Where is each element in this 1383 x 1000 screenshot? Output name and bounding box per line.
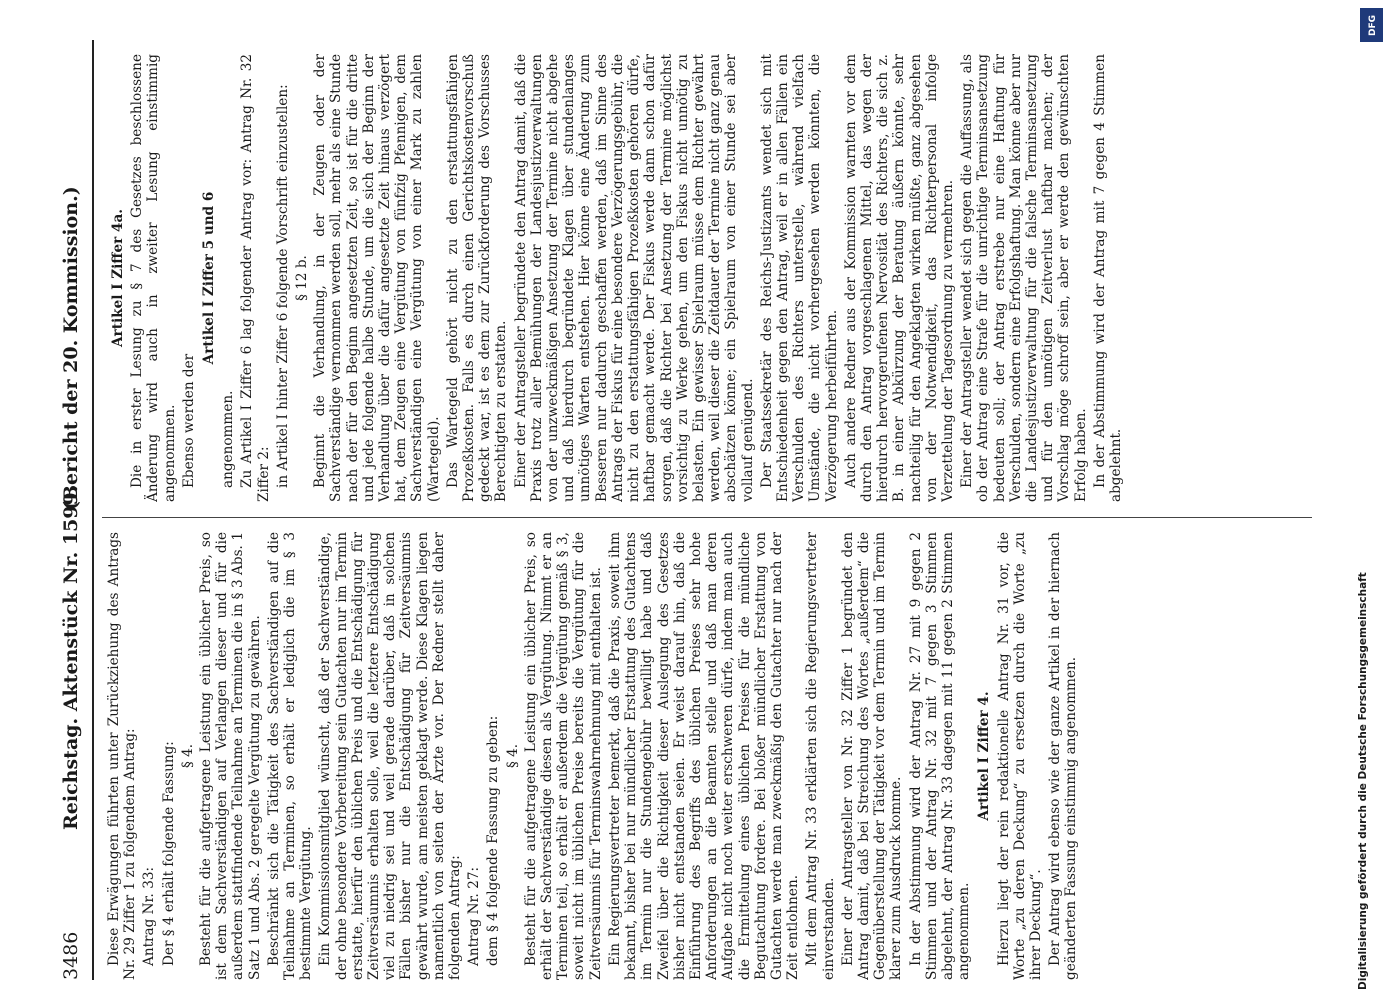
digitization-credit: Digitalisierung gefördert durch die Deutsche Forschungsgemeinschaft: [1357, 572, 1369, 990]
paragraph: Die in erster Lesung zu § 7 des Gesetzes beschlossene Änderung wird auch in zweiter Lesung einstimmig angenommen.: [129, 54, 178, 502]
paragraph: angenommen.: [220, 390, 237, 488]
paragraph: In der Abstimmung wird der Antrag Nr. 27 mit 9 gegen 2 Stimmen und der Antrag Nr. 32 mit 7 gegen 3 Stimmen abgelehnt, der Antrag Nr. 33 dagegen mit 11 gegen 2 Stimmen angenommen.: [907, 532, 973, 980]
paragraph: dem § 4 folgende Fassung zu geben:: [485, 715, 502, 966]
paragraph-sign: § 4.: [179, 743, 196, 769]
paragraph: Mit dem Antrag Nr. 33 erklärten sich die Regierungsvertreter einverstanden.: [804, 532, 837, 980]
header-title-right: (Bericht der 20. Kommission.): [60, 186, 82, 510]
paragraph-sign: § 4.: [504, 743, 521, 769]
dfg-logo: DFG: [1360, 8, 1383, 42]
page-number: 3486: [60, 931, 82, 980]
paragraph: Beginnt die Verhandlung, in der Zeugen oder der Sachverständige vernommen werden soll, mehr als eine Stunde nach der für den Beginn angesetzten Zeit, so ist für die dritte und jede folgende halbe Stunde, um die sich der Beginn der Verhandlung über die dafür angesetzte Zeit hinaus verzögert hat, dem Zeugen eine Vergütung von fünfzig Pfennigen, dem Sachverständigen eine Vergütung von einer Mark zu zahlen (Wartegeld).: [312, 54, 442, 502]
column-divider: [102, 517, 1312, 518]
running-header: [60, 40, 100, 980]
paragraph: Besteht für die aufgetragene Leistung ein üblicher Preis, so ist dem Sachverständigen auf Verlangen dieser und für die außerdem stattfindende Teilnahme an Terminen die in § 3 Abs. 1 Satz 1 und Abs. 2 geregelte Vergütung zu gewähren.: [198, 532, 263, 980]
header-title-left: Reichstag. Aktenstück Nr. 1599.: [60, 485, 82, 830]
paragraph: Beschränkt sich die Tätigkeit des Sachverständigen auf die Teilnahme an Terminen, so erhält er lediglich die im § 3 bestimmte Vergütung.: [265, 532, 315, 980]
paragraph: Besteht für die aufgetragene Leistung ein üblicher Preis, so erhält der Sachverständige diesen als Vergütung. Nimmt er an Terminen teil, so erhält er außerdem die Vergütung gemäß § 3, soweit nicht im üblichen Preise bereits die Vergütung für die Zeitversäumnis für Terminswahrnehmung mit enthalten ist.: [522, 532, 604, 980]
header-rule: [92, 40, 94, 980]
paragraph: In der Abstimmung wird der Antrag mit 7 gegen 4 Stimmen abgelehnt.: [1091, 54, 1124, 502]
paragraph: Ein Kommissionsmitglied wünscht, daß der Sachverständige, der ohne besondere Vorbereitung sein Gutachten nur im Termin erstatte, hierfür den üblichen Preis und die Entschädigung für Zeitversäumnis erhalten solle, weil die letztere Entschädigung viel zu niedrig sei und weil gerade darüber, daß in solchen Fällen bisher nur die Entschädigung für Zeitversäumnis gewährt wurde, am meisten geklagt werde. Diese Klagen liegen namentlich von seiten der Ärzte vor. Der Redner stellt daher folgenden Antrag:: [317, 532, 464, 980]
paragraph: Ebenso werden der: [180, 353, 197, 488]
paragraph: Einer der Antragsteller von Nr. 32 Ziffer 1 begründet den Antrag damit, daß bei Streichung des Wortes „außerdem“ die Gegenüberstellung der Tätigkeit vor dem Termin und im Termin klarer zum Ausdruck komme.: [839, 532, 905, 980]
text-column-right: [106, 54, 1306, 502]
paragraph: Antrag Nr. 33:: [141, 866, 158, 966]
section-heading: Artikel I Ziffer 5 und 6: [201, 191, 218, 365]
section-heading: Artikel I Ziffer 4a.: [110, 209, 126, 347]
paragraph: Das Wartegeld gehört nicht zu den erstattungsfähigen Prozeßkosten. Falls es durch einen Gerichtskostenvorschuß gedeckt war, ist es dem zur Zurückforderung des Vorschusses Berechtigten zu erstatten.: [444, 54, 510, 502]
paragraph: Der § 4 erhält folgende Fassung:: [160, 741, 177, 966]
paragraph: Zu Artikel I Ziffer 6 lag folgender Antrag vor: Antrag Nr. 32 Ziffer 2:: [239, 54, 272, 502]
paragraph: Diese Erwägungen führten unter Zurückziehung des Antrags Nr. 29 Ziffer 1 zu folgendem Antrag:: [106, 532, 139, 980]
paragraph: Der Antrag wird ebenso wie der ganze Artikel in der hiernach geänderten Fassung einstimmig angenommen.: [1047, 532, 1080, 980]
paragraph: Einer der Antragsteller begründete den Antrag damit, daß die Praxis trotz aller Bemühungen der Landesjustizverwaltungen von der unzweckmäßigen Ansetzung der Termine nicht abgehe und daß hierdurch begründete Klagen über stundenlanges unnötiges Warten entstehen. Hier könne eine Änderung zum Besseren nur dadurch geschaffen werden, daß im Sinne des Antrags der Fiskus für eine besondere Verzögerungsgebühr, die nicht zu den erstattungsfähigen Prozeßkosten gehören dürfe, haftbar gemacht werde. Der Fiskus werde dann schon dafür sorgen, daß die Richter bei Ansetzung der Termine möglichst vorsichtig zu Werke gehen, um den Fiskus nicht unnötig zu belasten. Ein gewisser Spielraum müsse dem Richter gewährt werden, weil dieser die Zeitdauer der Termine nicht ganz genau abschätzen könne; ein Spielraum von einer Stunde sei aber vollauf genügend.: [512, 54, 756, 502]
paragraph: Auch andere Redner aus der Kommission warnten vor dem durch den Antrag vorgeschlagenen Mittel, das wegen der hierdurch hervorgerufenen Nervosität des Richters, die sich z. B. in einer Abkürzung der Beratung äußern könnte, sehr nachteilig für den Angeklagten wirken müßte, ganz abgesehen von der Notwendigkeit, das Richterpersonal infolge Verzettelung der Tagesordnung zu vermehren.: [842, 54, 956, 502]
paragraph-sign: § 12 b.: [294, 255, 311, 301]
rotated-document-sheet: [40, 40, 1340, 980]
paragraph: Antrag Nr. 27:: [466, 866, 483, 966]
paragraph: Einer der Antragsteller wendet sich gegen die Auffassung, als ob der Antrag eine Strafe für die unrichtige Terminsansetzung bedeuten soll; der Antrag erstrebe nur eine Haftung für Verschulden, sondern eine Erfolgshaftung. Man könne aber nur die Landesjustizverwaltung für die falsche Terminsansetzung und für den unnötigen Zeitverlust haftbar machen; der Vorschlag möge schroff sein, aber er werde den gewünschten Erfolg haben.: [959, 54, 1089, 502]
paragraph: Hierzu liegt der rein redaktionelle Antrag Nr. 31 vor, die Worte „zu deren Deckung“ zu ersetzen durch die Worte „zu ihrer Deckung“.: [995, 532, 1044, 980]
paragraph: Der Staatssekretär des Reichs-Justizamts wendet sich mit Entschiedenheit gegen den Antrag, weil er in allen Fällen ein Verschulden des Richters unterstelle, während vielfach Umstände, die nicht vorhergesehen werden könnten, die Verzögerung herbeiführten.: [758, 54, 840, 502]
paragraph: Ein Regierungsvertreter bemerkt, daß die Praxis, soweit ihm bekannt, bisher bei nur mündlicher Erstattung des Gutachtens im Termin nur die Stundengebühr bewilligt habe und daß Zweifel über die Richtigkeit dieser Auslegung des Gesetzes bisher nicht entstanden seien. Er weist darauf hin, daß die Einführung des Begriffs des üblichen Preises sehr hohe Anforderungen an die Beamten stelle und daß man deren Aufgabe nicht noch weiter erschweren dürfe, indem man auch die Ermittelung eines üblichen Preises für die mündliche Begutachtung fordere. Bei bloßer mündlicher Erstattung von Gutachten werde man zweckmäßig den Gutachter nur nach der Zeit entlohnen.: [606, 532, 802, 980]
section-heading: Artikel I Ziffer 4.: [976, 691, 993, 821]
paragraph: in Artikel I hinter Ziffer 6 folgende Vorschrift einzustellen:: [274, 84, 291, 488]
text-column-left: [106, 532, 1306, 980]
